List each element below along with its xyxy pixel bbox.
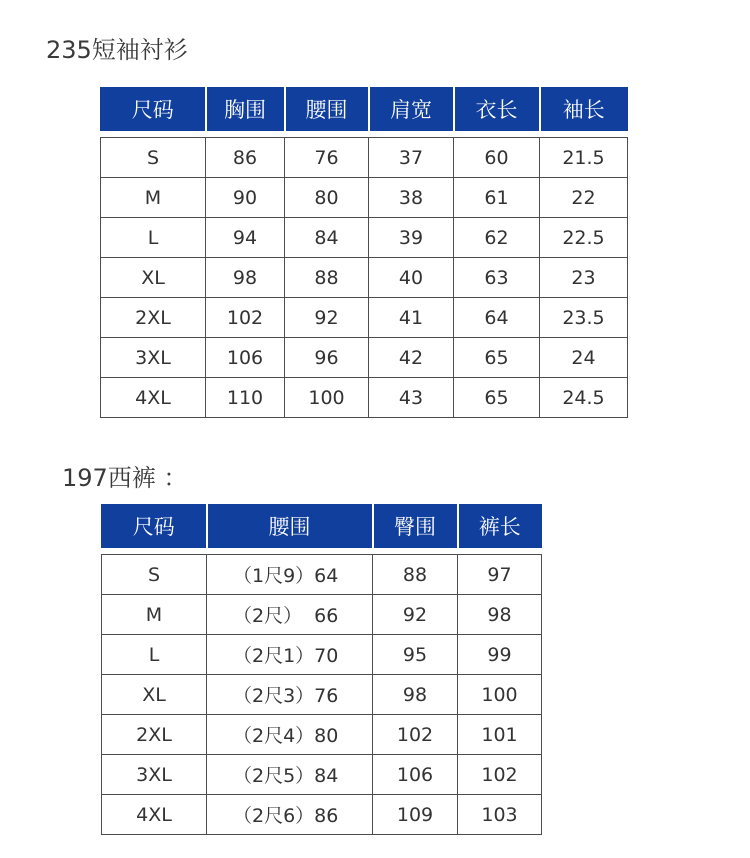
shirt-cell-chest: 86 bbox=[206, 138, 285, 178]
shirt-header-row bbox=[101, 87, 628, 131]
pants-cell-waist: （1尺9）64 bbox=[207, 555, 373, 595]
shirt-cell-waist: 76 bbox=[285, 138, 369, 178]
shirt-cell-waist: 84 bbox=[285, 218, 369, 258]
pants-table-row bbox=[102, 635, 542, 675]
pants-table-row bbox=[102, 715, 542, 755]
pants-cell-waist: （2尺1）70 bbox=[207, 635, 373, 675]
pants-header-size: 尺码 bbox=[102, 504, 207, 548]
shirt-table-row bbox=[101, 178, 628, 218]
shirt-cell-sleeve: 23.5 bbox=[540, 298, 628, 338]
shirt-table-row bbox=[101, 338, 628, 378]
shirt-header-size: 尺码 bbox=[101, 87, 206, 131]
shirt-cell-chest: 98 bbox=[206, 258, 285, 298]
pants-cell-size: 2XL bbox=[102, 715, 207, 755]
shirt-cell-size: 2XL bbox=[101, 298, 206, 338]
shirt-cell-shoulder: 43 bbox=[369, 378, 454, 418]
pants-header-row bbox=[102, 504, 542, 548]
shirt-table-row bbox=[101, 218, 628, 258]
shirt-cell-shoulder: 39 bbox=[369, 218, 454, 258]
shirt-cell-chest: 94 bbox=[206, 218, 285, 258]
shirt-table-row bbox=[101, 378, 628, 418]
pants-cell-waist: （2尺5）84 bbox=[207, 755, 373, 795]
pants-cell-length: 97 bbox=[458, 555, 542, 595]
shirt-header-chest: 胸围 bbox=[206, 87, 285, 131]
shirt-cell-waist: 88 bbox=[285, 258, 369, 298]
shirt-table-row bbox=[101, 258, 628, 298]
shirt-cell-size: M bbox=[101, 178, 206, 218]
pants-table-row bbox=[102, 555, 542, 595]
shirt-cell-shoulder: 40 bbox=[369, 258, 454, 298]
pants-cell-hip: 98 bbox=[373, 675, 458, 715]
shirt-cell-size: 3XL bbox=[101, 338, 206, 378]
shirt-header-length: 衣长 bbox=[454, 87, 540, 131]
shirt-cell-length: 64 bbox=[454, 298, 540, 338]
shirt-cell-sleeve: 22.5 bbox=[540, 218, 628, 258]
shirt-cell-waist: 92 bbox=[285, 298, 369, 338]
pants-cell-hip: 106 bbox=[373, 755, 458, 795]
pants-cell-length: 101 bbox=[458, 715, 542, 755]
shirt-size-title: 235短袖衬衫 bbox=[46, 36, 188, 64]
shirt-cell-waist: 96 bbox=[285, 338, 369, 378]
pants-cell-length: 103 bbox=[458, 795, 542, 835]
shirt-cell-length: 65 bbox=[454, 338, 540, 378]
pants-table-row bbox=[102, 795, 542, 835]
pants-header-length: 裤长 bbox=[458, 504, 542, 548]
pants-cell-size: 4XL bbox=[102, 795, 207, 835]
shirt-cell-size: S bbox=[101, 138, 206, 178]
shirt-cell-length: 60 bbox=[454, 138, 540, 178]
pants-cell-size: XL bbox=[102, 675, 207, 715]
pants-cell-length: 100 bbox=[458, 675, 542, 715]
shirt-size-table bbox=[100, 87, 628, 418]
shirt-cell-sleeve: 24.5 bbox=[540, 378, 628, 418]
pants-cell-size: M bbox=[102, 595, 207, 635]
shirt-table-row bbox=[101, 138, 628, 178]
pants-size-title: 197西裤 ： bbox=[62, 464, 188, 492]
pants-cell-length: 98 bbox=[458, 595, 542, 635]
pants-cell-hip: 88 bbox=[373, 555, 458, 595]
pants-cell-waist: （2尺6）86 bbox=[207, 795, 373, 835]
pants-cell-size: 3XL bbox=[102, 755, 207, 795]
shirt-cell-length: 63 bbox=[454, 258, 540, 298]
pants-cell-length: 102 bbox=[458, 755, 542, 795]
shirt-cell-length: 61 bbox=[454, 178, 540, 218]
pants-cell-length: 99 bbox=[458, 635, 542, 675]
shirt-cell-waist: 80 bbox=[285, 178, 369, 218]
shirt-cell-shoulder: 42 bbox=[369, 338, 454, 378]
pants-cell-waist: （2尺） 66 bbox=[207, 595, 373, 635]
shirt-cell-sleeve: 22 bbox=[540, 178, 628, 218]
shirt-cell-shoulder: 41 bbox=[369, 298, 454, 338]
pants-cell-size: S bbox=[102, 555, 207, 595]
shirt-cell-shoulder: 38 bbox=[369, 178, 454, 218]
shirt-cell-length: 65 bbox=[454, 378, 540, 418]
pants-cell-waist: （2尺3）76 bbox=[207, 675, 373, 715]
shirt-header-shoulder: 肩宽 bbox=[369, 87, 454, 131]
pants-header-waist: 腰围 bbox=[207, 504, 373, 548]
pants-cell-size: L bbox=[102, 635, 207, 675]
pants-cell-hip: 109 bbox=[373, 795, 458, 835]
pants-table-row bbox=[102, 755, 542, 795]
pants-size-table bbox=[101, 504, 542, 835]
shirt-cell-size: 4XL bbox=[101, 378, 206, 418]
pants-table-row bbox=[102, 595, 542, 635]
pants-cell-waist: （2尺4）80 bbox=[207, 715, 373, 755]
shirt-cell-shoulder: 37 bbox=[369, 138, 454, 178]
pants-cell-hip: 95 bbox=[373, 635, 458, 675]
shirt-cell-sleeve: 21.5 bbox=[540, 138, 628, 178]
pants-header-hip: 臀围 bbox=[373, 504, 458, 548]
pants-table-row bbox=[102, 675, 542, 715]
pants-cell-hip: 92 bbox=[373, 595, 458, 635]
shirt-cell-size: L bbox=[101, 218, 206, 258]
shirt-cell-chest: 102 bbox=[206, 298, 285, 338]
shirt-table-row bbox=[101, 298, 628, 338]
shirt-cell-chest: 106 bbox=[206, 338, 285, 378]
shirt-cell-sleeve: 23 bbox=[540, 258, 628, 298]
shirt-header-waist: 腰围 bbox=[285, 87, 369, 131]
shirt-header-sleeve: 袖长 bbox=[540, 87, 628, 131]
shirt-cell-chest: 90 bbox=[206, 178, 285, 218]
shirt-cell-sleeve: 24 bbox=[540, 338, 628, 378]
shirt-cell-chest: 110 bbox=[206, 378, 285, 418]
shirt-cell-length: 62 bbox=[454, 218, 540, 258]
shirt-cell-size: XL bbox=[101, 258, 206, 298]
shirt-cell-waist: 100 bbox=[285, 378, 369, 418]
pants-cell-hip: 102 bbox=[373, 715, 458, 755]
